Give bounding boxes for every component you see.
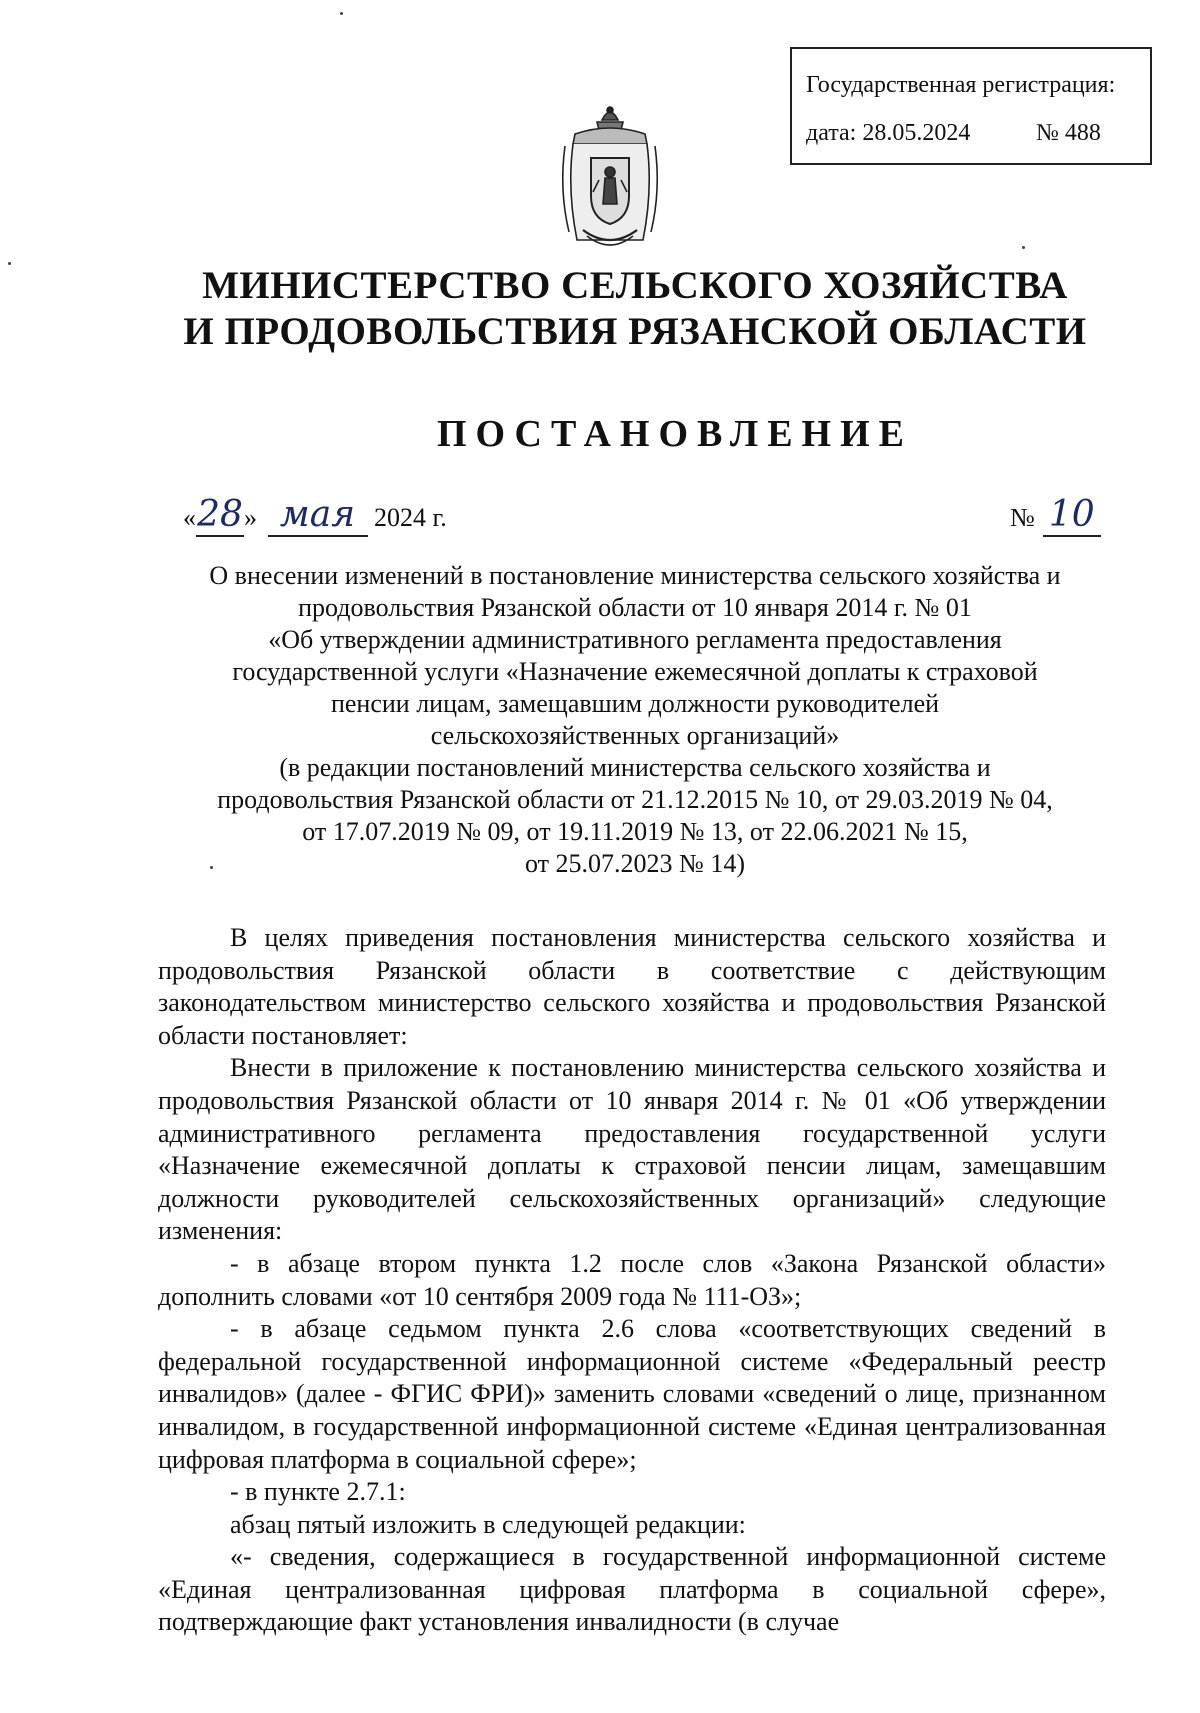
document-type-title: ПОСТАНОВЛЕНИЕ	[436, 413, 914, 455]
ministry-title	[0, 263, 1200, 355]
date-day-handwritten: 28	[197, 494, 243, 535]
subject-line: (в редакции постановлений министерства сельского хозяйства и	[279, 753, 991, 782]
subject-line: продовольствия Рязанской области от 21.12.2015 № 10, от 29.03.2019 № 04,	[217, 785, 1053, 814]
subject-line: «Об утверждении административного регламента предоставления	[268, 625, 1002, 654]
date-year: 2024 г.	[374, 503, 447, 532]
body-paragraph: - в абзаце седьмом пункта 2.6 слова «соответствующих сведений в федеральной государственной информационной системе «Федеральный реестр инвалидов» (далее - ФГИС ФРИ)» заменить словами «сведений о лице, признанном инвалидом, в государственной информационной системе «Единая централизованная цифровая платформа в социальной сфере»;	[158, 1314, 1106, 1474]
scan-speck	[8, 262, 11, 265]
ministry-title-line2: И ПРОДОВОЛЬСТВИЯ РЯЗАНСКОЙ ОБЛАСТИ	[183, 310, 1087, 353]
scan-speck	[1022, 246, 1025, 249]
registration-box	[790, 47, 1152, 165]
body-paragraph: «- сведения, содержащиеся в государственной информационной системе «Единая централизованная цифровая платформа в социальной сфере», подтверждающие факт установления инвалидности (в случае	[158, 1542, 1106, 1637]
number-value-handwritten: 10	[1043, 494, 1101, 537]
document-subject	[150, 560, 1120, 880]
body-paragraph: - в пункте 2.7.1:	[230, 1477, 406, 1507]
body-paragraph: В целях приведения постановления министерства сельского хозяйства и продовольствия Рязанской области в соответствие с действующим законодательством министерство сельского хозяйства и продовольствия Рязанской области постановляет:	[158, 923, 1106, 1050]
subject-line: государственной услуги «Назначение ежемесячной доплаты к страховой	[232, 657, 1038, 686]
scan-speck	[210, 866, 213, 869]
subject-line: пенсии лицам, замещавшим должности руководителей	[330, 689, 940, 718]
document-number	[1010, 494, 1101, 537]
body-paragraph: абзац пятый изложить в следующей редакции:	[230, 1509, 746, 1539]
scan-speck	[340, 12, 343, 15]
date-month-handwritten: мая	[268, 494, 368, 537]
registration-title: Государственная регистрация:	[806, 72, 1116, 98]
registration-number: № 488	[1036, 120, 1101, 146]
body-paragraph: Внести в приложение к постановлению министерства сельского хозяйства и продовольствия Рязанской области от 10 января 2014 г. № 01 «Об утверждении административного регламента предоставления государственной услуги «Назначение ежемесячной доплаты к страховой пенсии лицам, замещавшим должности руководителей сельскохозяйственных организаций» следующие изменения:	[158, 1053, 1106, 1246]
document-date	[183, 494, 447, 537]
number-label: №	[1010, 503, 1035, 532]
body-paragraph: - в абзаце втором пункта 1.2 после слов «Закона Рязанской области» дополнить словами «от 10 сентября 2009 года № 111-ОЗ»;	[158, 1248, 1106, 1311]
coat-of-arms-ryazan-icon	[557, 100, 663, 254]
document-body	[158, 922, 1106, 1639]
subject-line: от 17.07.2019 № 09, от 19.11.2019 № 13, от 22.06.2021 № 15,	[302, 817, 968, 846]
subject-line: от 25.07.2023 № 14)	[525, 849, 745, 878]
subject-line: О внесении изменений в постановление министерства сельского хозяйства и	[209, 561, 1061, 590]
ministry-title-line1: МИНИСТЕРСТВО СЕЛЬСКОГО ХОЗЯЙСТВА	[202, 264, 1068, 307]
date-open-quote: «	[183, 503, 196, 532]
date-close-quote: »	[244, 503, 257, 532]
registration-date: дата: 28.05.2024	[806, 120, 971, 146]
subject-line: продовольствия Рязанской области от 10 января 2014 г. № 01	[298, 593, 972, 622]
subject-line: сельскохозяйственных организаций»	[430, 721, 840, 750]
